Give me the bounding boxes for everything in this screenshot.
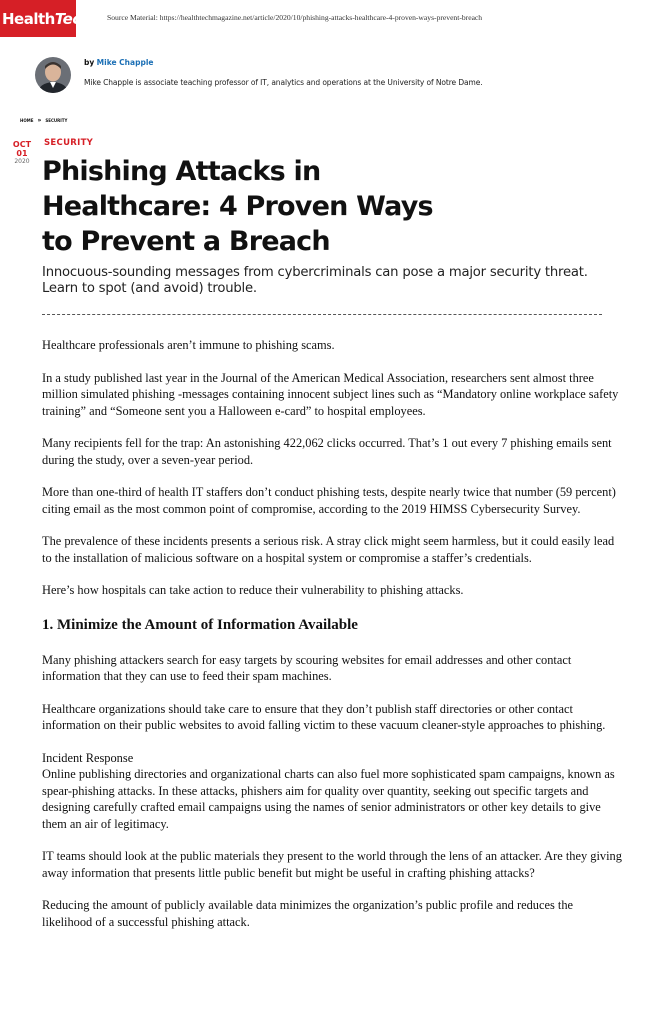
subheading: Incident Response <box>42 750 134 765</box>
breadcrumb-home[interactable]: HOME <box>20 118 34 123</box>
byline <box>84 58 153 67</box>
paragraph: IT teams should look at the public materials they present to the world through the lens of an attacker. Are they giving away information that presents little public benefit but might be useful in crafting phishing attacks? <box>42 849 622 880</box>
publish-date <box>12 140 32 165</box>
paragraph: The prevalence of these incidents presents a serious risk. A stray click might seem harmless, but it could easily lead to the installation of malicious software on a hospital system or compromise a staffer’s credentials. <box>42 534 615 565</box>
paragraph: More than one-third of health IT staffers don’t conduct phishing tests, despite nearly twice that number (59 percent) citing email as the most common point of compromise, according to the 2019 HIMSS Cybersecurity Survey. <box>42 485 616 516</box>
article-body <box>42 337 624 946</box>
paragraph: Many phishing attackers search for easy targets by scouring websites for email addresses and other contact information that they can use to feed their spam machines. <box>42 652 572 683</box>
paragraph: In a study published last year in the Journal of the American Medical Association, researchers sent almost three million simulated phishing -messages containing innocent subject lines such as “Mandatory online workplace safety training” and “Someone sent you a Halloween e-card” to hospital employees. <box>42 370 619 418</box>
paragraph: Many recipients fell for the trap: An astonishing 422,062 clicks occurred. That’s 1 out every 7 phishing emails sent during the study, over a seven-year period. <box>42 436 612 467</box>
dashed-divider <box>42 314 602 315</box>
page-title: Phishing Attacks in Healthcare: 4 Proven Ways to Prevent a Breach <box>42 156 433 257</box>
article-dek: Innocuous-sounding messages from cybercriminals can pose a major security threat. Learn to spot (and avoid) trouble. <box>42 265 588 296</box>
logo-text-tech: Tech <box>54 9 91 28</box>
paragraph: Reducing the amount of publicly available data minimizes the organization’s public profile and reduces the likelihood of a successful phishing attack. <box>42 898 574 929</box>
source-material-line: Source Material: https://healthtechmagazine.net/article/2020/10/phishing-attacks-healthcare-4-proven-ways-prevent-breach <box>107 13 483 22</box>
section-heading: 1. Minimize the Amount of Information Available <box>42 616 358 633</box>
date-day: 01 <box>16 149 28 158</box>
byline-prefix: by <box>84 58 95 67</box>
author-name-link[interactable]: Mike Chapple <box>96 58 154 67</box>
author-portrait-icon <box>35 57 71 93</box>
paragraph: Healthcare organizations should take care to ensure that they don’t publish staff directories or other contact information on their public websites to avoid falling victim to these vacuum cleaner-style approaches to phishing. <box>42 701 606 732</box>
breadcrumb-separator: » <box>37 117 42 124</box>
paragraph: Here’s how hospitals can take action to reduce their vulnerability to phishing attacks. <box>42 583 464 597</box>
breadcrumb <box>20 117 67 124</box>
author-avatar <box>35 57 71 93</box>
date-year: 2020 <box>14 158 30 165</box>
healthtech-logo[interactable] <box>0 0 91 37</box>
category-link[interactable]: SECURITY <box>44 138 94 148</box>
paragraph: Healthcare professionals aren’t immune to phishing scams. <box>42 338 335 352</box>
author-bio: Mike Chapple is associate teaching professor of IT, analytics and operations at the University of Notre Dame. <box>84 78 483 87</box>
breadcrumb-section[interactable]: SECURITY <box>45 118 68 123</box>
date-month: OCT <box>12 140 32 149</box>
logo-text-health: Health <box>2 9 55 28</box>
paragraph: Online publishing directories and organizational charts can also fuel more sophisticated spam campaigns, known as spear-phishing attacks. In these attacks, phishers aim for quality over quantity, seeking out specific targets and designing carefully crafted email campaigns using the names of senior administrators or other key details to give them an air of legitimacy. <box>42 767 615 831</box>
